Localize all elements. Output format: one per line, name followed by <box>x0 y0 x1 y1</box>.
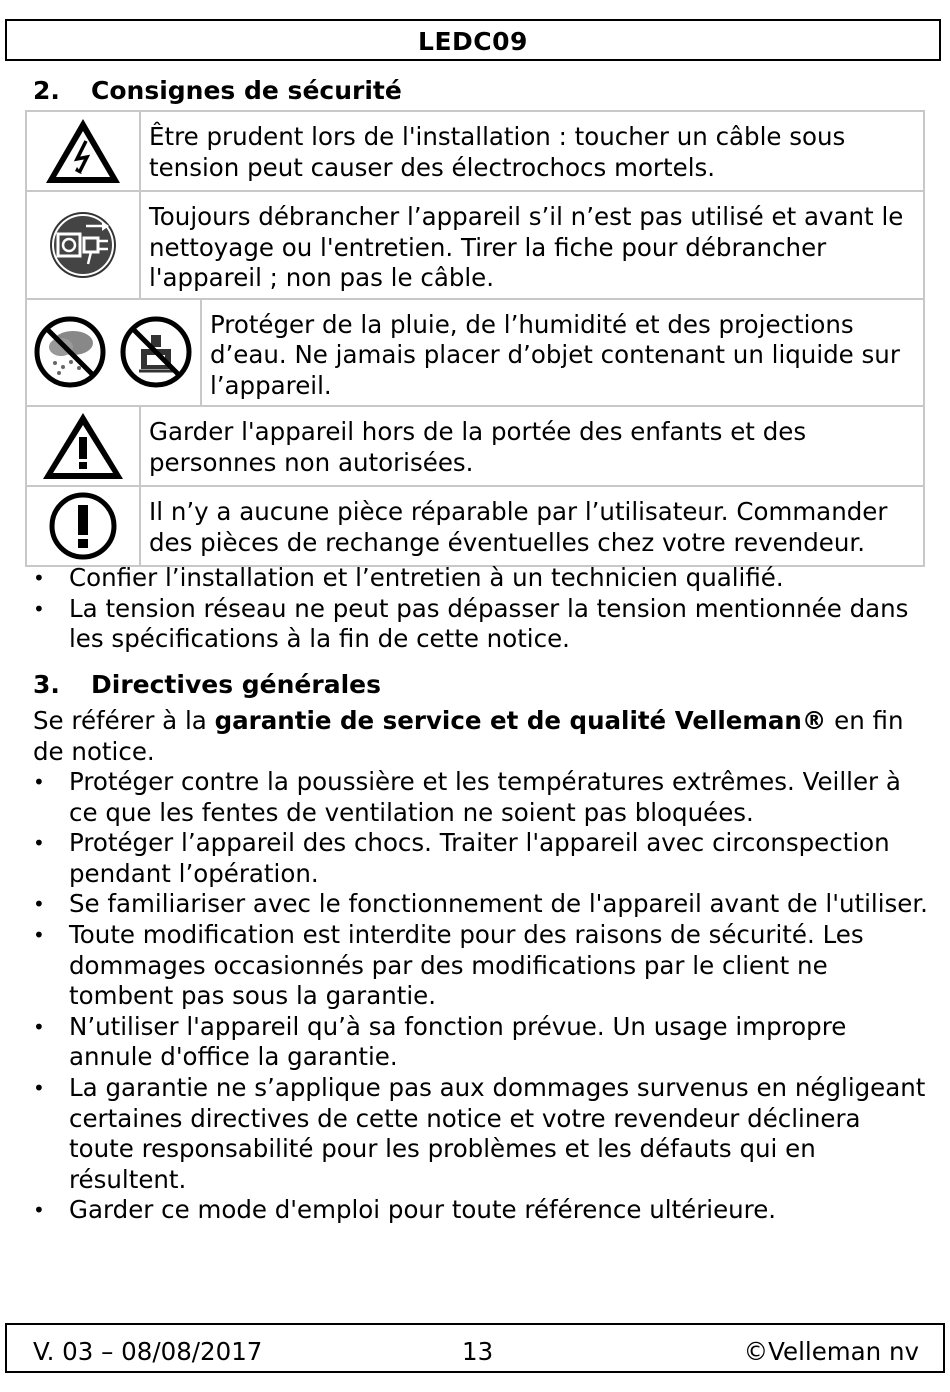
safety-text: Être prudent lors de l'installation : toucher un câble sous tension peut causer des électrochocs mortels. <box>149 122 846 182</box>
no-liquid-icon <box>119 315 193 389</box>
section-3-intro <box>33 706 913 767</box>
safety-text-cell <box>140 486 924 566</box>
safety-icon-cell <box>26 299 201 407</box>
list-item: • Confier l’installation et l’entretien à un technicien qualifié. <box>33 563 933 594</box>
footer-box <box>5 1323 945 1373</box>
safety-row <box>26 486 924 566</box>
electric-shock-warning-icon <box>42 115 124 187</box>
safety-row <box>26 299 924 407</box>
list-item: • Protéger l’appareil des chocs. Traiter l'appareil avec circonspection pendant l’opération. <box>33 828 933 889</box>
safety-text: Il n’y a aucune pièce réparable par l’utilisateur. Commander des pièces de rechange éventuelles chez votre revendeur. <box>149 497 888 557</box>
page-number: 13 <box>462 1337 494 1366</box>
safety-text: Toujours débrancher l’appareil s’il n’est pas utilisé et avant le nettoyage ou l'entretien. Tirer la fiche pour débrancher l'appareil ; non pas le câble. <box>149 202 904 292</box>
footer-version: V. 03 – 08/08/2017 <box>33 1337 263 1366</box>
list-item: • Se familiariser avec le fonctionnement de l'appareil avant de l'utiliser. <box>33 889 933 920</box>
section-2-bullet-list <box>33 563 933 655</box>
safety-row <box>26 191 924 299</box>
safety-text: Protéger de la pluie, de l’humidité et des projections d’eau. Ne jamais placer d’objet contenant un liquide sur l’appareil. <box>209 309 900 400</box>
section-2-number: 2. <box>33 76 60 105</box>
section-3-bullet-list <box>33 767 933 1226</box>
safety-text: Garder l'appareil hors de la portée des enfants et des personnes non autorisées. <box>149 417 807 477</box>
safety-text-cell <box>201 299 924 407</box>
section-2-heading <box>33 76 402 105</box>
safety-text-cell <box>140 406 924 486</box>
list-item: • La garantie ne s’applique pas aux dommages survenus en négligeant certaines directives de cette notice et votre revendeur déclinera toute responsabilité pour les problèmes et les défauts qui en résultent. <box>33 1073 933 1195</box>
intro-text: Se référer à la <box>33 706 215 735</box>
section-3-heading <box>33 670 381 699</box>
unplug-icon <box>48 210 118 280</box>
list-item: • Protéger contre la poussière et les températures extrêmes. Veiller à ce que les fentes de ventilation ne soient pas bloquées. <box>33 767 933 828</box>
section-3-title: Directives générales <box>91 670 381 699</box>
document-title: LEDC09 <box>418 27 528 56</box>
general-warning-icon <box>39 409 127 483</box>
safety-row <box>26 406 924 486</box>
header-box <box>5 19 941 61</box>
no-rain-icon <box>33 315 107 389</box>
safety-icon-cell <box>26 486 140 566</box>
safety-icon-cell <box>26 191 140 299</box>
safety-text-cell <box>140 111 924 191</box>
footer-copyright: ©Velleman nv <box>743 1337 919 1366</box>
exclamation-circle-icon <box>48 491 118 561</box>
section-2-title: Consignes de sécurité <box>91 76 402 105</box>
intro-text-suffix: en fin de notice. <box>33 706 904 766</box>
section-3-number: 3. <box>33 670 60 699</box>
safety-icon-cell <box>26 111 140 191</box>
list-item: • N’utiliser l'appareil qu’à sa fonction prévue. Un usage impropre annule d'office la garantie. <box>33 1012 933 1073</box>
list-item: • Toute modification est interdite pour des raisons de sécurité. Les dommages occasionnés par des modifications par le client ne tombent pas sous la garantie. <box>33 920 933 1012</box>
safety-table <box>25 110 925 567</box>
safety-text-cell <box>140 191 924 299</box>
intro-bold-text: garantie de service et de qualité Velleman® <box>214 706 827 735</box>
safety-icon-cell <box>26 406 140 486</box>
safety-row <box>26 111 924 191</box>
list-item: • Garder ce mode d'emploi pour toute référence ultérieure. <box>33 1195 933 1226</box>
list-item: • La tension réseau ne peut pas dépasser la tension mentionnée dans les spécifications à la fin de cette notice. <box>33 594 933 655</box>
